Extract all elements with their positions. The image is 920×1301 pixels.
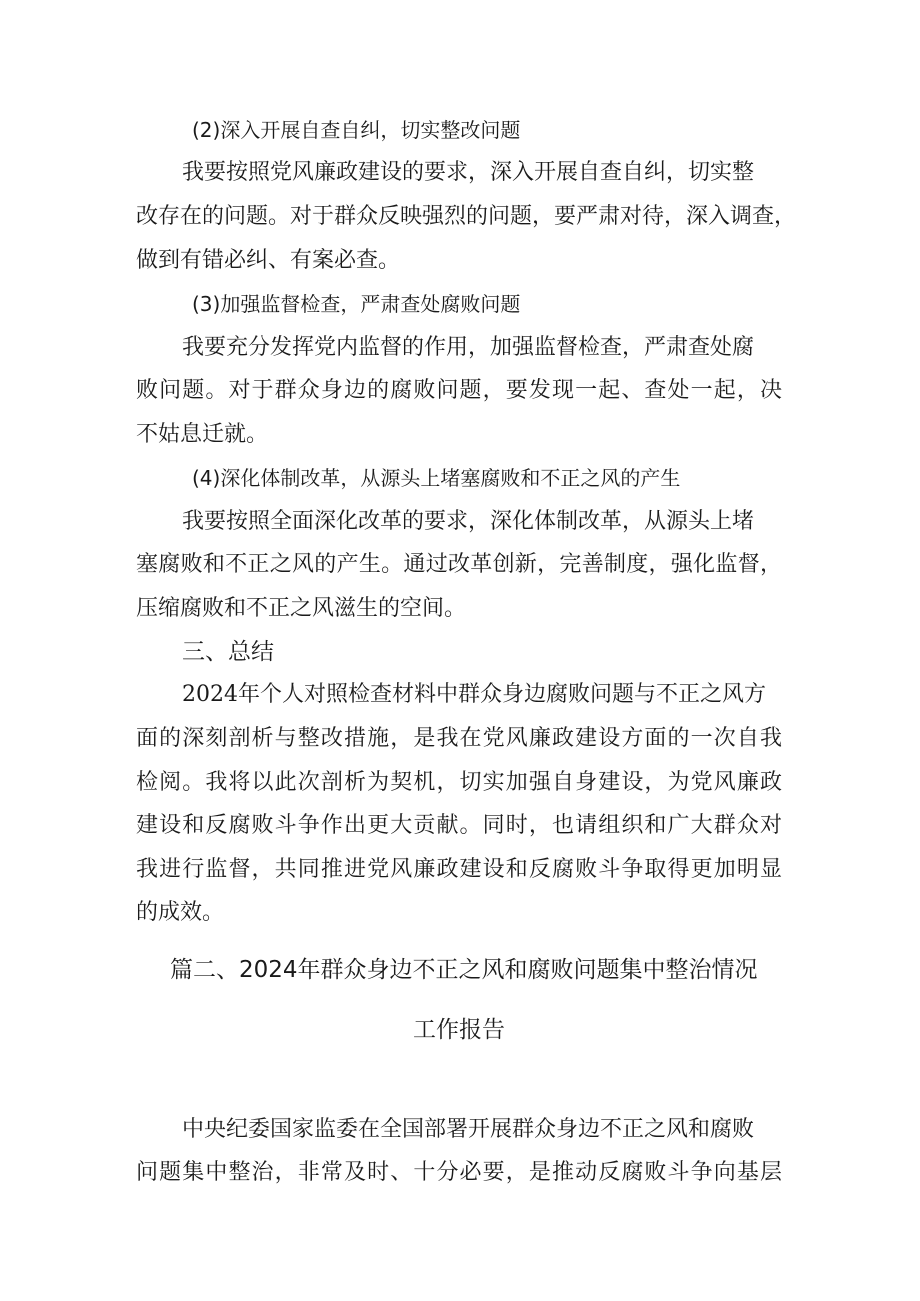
summary-line-6: 的成效。	[136, 900, 225, 925]
section-4-line-2: 塞腐败和不正之风的产生。通过改革创新，完善制度，强化监督，	[136, 552, 782, 577]
part2-title-line-2: 工作报告	[413, 1017, 505, 1043]
part2-line-1: 中央纪委国家监委在全国部署开展群众身边不正之风和腐败	[182, 1117, 755, 1142]
section-3-heading: (3)加强监督检查，严肃查处腐败问题	[192, 292, 521, 316]
section-2-line-2: 改存在的问题。对于群众反映强烈的问题，要严肃对待，深入调查，	[136, 204, 797, 229]
section-2-line-3: 做到有错必纠、有案必查。	[136, 248, 401, 273]
section-2-heading: (2)深入开展自查自纠，切实整改问题	[192, 118, 521, 142]
section-3-line-2: 败问题。对于群众身边的腐败问题，要发现一起、查处一起，决	[136, 378, 782, 403]
summary-line-5: 我进行监督，共同推进党风廉政建设和反腐败斗争取得更加明显	[136, 857, 782, 882]
summary-line-2: 面的深刻剖析与整改措施，是我在党风廉政建设方面的一次自我	[136, 726, 782, 751]
section-2-line-1: 我要按照党风廉政建设的要求，深入开展自查自纠，切实整	[182, 160, 755, 185]
section-4-line-1: 我要按照全面深化改革的要求，深化体制改革，从源头上堵	[182, 509, 755, 534]
section-4-heading: (4)深化体制改革，从源头上堵塞腐败和不正之风的产生	[192, 466, 681, 490]
section-4-line-3: 压缩腐败和不正之风滋生的空间。	[136, 596, 467, 621]
summary-heading: 三、总结	[182, 639, 274, 665]
part2-title-line-1: 篇二、2024年群众身边不正之风和腐败问题集中整治情况	[170, 957, 758, 983]
section-3-line-3: 不姑息迁就。	[136, 422, 269, 447]
summary-line-1: 2024年个人对照检查材料中群众身边腐败问题与不正之风方	[182, 682, 766, 707]
part2-line-2: 问题集中整治，非常及时、十分必要，是推动反腐败斗争向基层	[136, 1160, 782, 1185]
section-3-line-1: 我要充分发挥党内监督的作用，加强监督检查，严肃查处腐	[182, 335, 755, 360]
summary-line-3: 检阅。我将以此次剖析为契机，切实加强自身建设，为党风廉政	[136, 770, 782, 795]
summary-line-4: 建设和反腐败斗争作出更大贡献。同时，也请组织和广大群众对	[136, 813, 782, 838]
